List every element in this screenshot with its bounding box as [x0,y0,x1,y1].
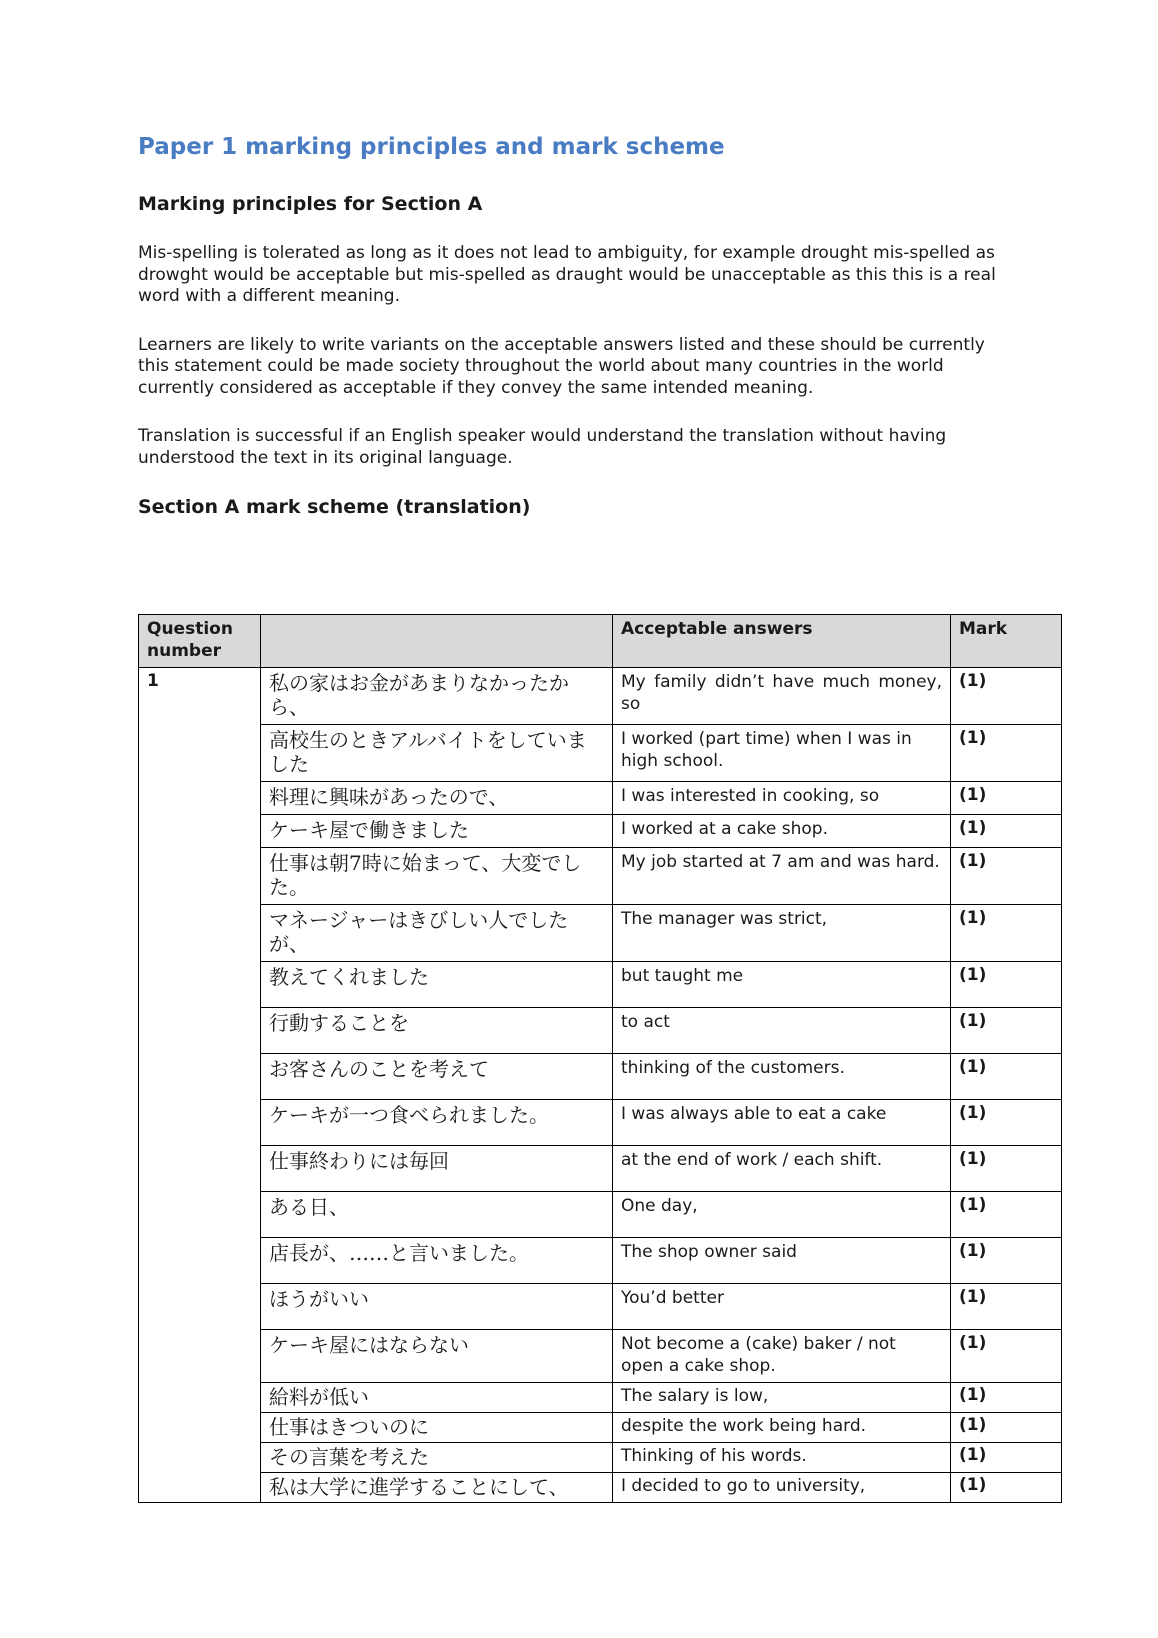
japanese-source-cell: 教えてくれました [261,962,613,1008]
mark-cell: (1) [951,1100,1062,1146]
english-answer-cell: I worked at a cake shop. [613,815,951,848]
table-row [139,1443,1062,1473]
english-answer-cell: Thinking of his words. [613,1443,951,1473]
header-mark: Mark [951,615,1062,668]
table-row [139,815,1062,848]
mark-cell: (1) [951,668,1062,725]
japanese-source-cell: 行動することを [261,1008,613,1054]
paragraph-misspelling: Mis-spelling is tolerated as long as it does not lead to ambiguity, for example drought mis-spelled as drowght would be acceptable but mis-spelled as draught would be unacceptable as this this is a real word with a different meaning. [138,243,996,307]
header-source-phrase [261,615,613,668]
japanese-source-cell: ケーキ屋で働きました [261,815,613,848]
table-row [139,668,1062,725]
mark-cell: (1) [951,1473,1062,1503]
japanese-source-cell: ケーキが一つ食べられました。 [261,1100,613,1146]
english-answer-cell: I decided to go to university, [613,1473,951,1503]
table-row [139,1413,1062,1443]
english-answer-cell: but taught me [613,962,951,1008]
question-number-cell: 1 [139,668,261,1503]
table-header-row [139,615,1062,668]
english-answer-cell: The manager was strict, [613,905,951,962]
table-row [139,1054,1062,1100]
japanese-source-cell: 仕事はきついのに [261,1413,613,1443]
header-acceptable-answers: Acceptable answers [613,615,951,668]
mark-cell: (1) [951,1192,1062,1238]
table-row [139,782,1062,815]
mark-cell: (1) [951,1008,1062,1054]
mark-cell: (1) [951,782,1062,815]
paragraph-translation: Translation is successful if an English speaker would understand the translation without having understood the text in its original language. [138,426,947,468]
english-answer-cell: I was interested in cooking, so [613,782,951,815]
table-row [139,1008,1062,1054]
japanese-source-cell: ある日、 [261,1192,613,1238]
japanese-source-cell: 私は大学に進学することにして、 [261,1473,613,1503]
table-row [139,905,1062,962]
table-row [139,725,1062,782]
mark-cell: (1) [951,848,1062,905]
mark-scheme-heading: Section A mark scheme (translation) [138,496,531,519]
english-answer-cell: My family didn’t have much money, so [613,668,951,725]
japanese-source-cell: ケーキ屋にはならない [261,1330,613,1383]
mark-cell: (1) [951,1413,1062,1443]
japanese-source-cell: ほうがいい [261,1284,613,1330]
english-answer-cell: at the end of work / each shift. [613,1146,951,1192]
mark-cell: (1) [951,1284,1062,1330]
english-answer-cell: to act [613,1008,951,1054]
english-answer-cell: One day, [613,1192,951,1238]
english-answer-cell: My job started at 7 am and was hard. [613,848,951,905]
japanese-source-cell: 私の家はお金があまりなかったから、 [261,668,613,725]
japanese-source-cell: マネージャーはきびしい人でしたが、 [261,905,613,962]
english-answer-cell: despite the work being hard. [613,1413,951,1443]
english-answer-cell: You’d better [613,1284,951,1330]
paragraph-variants: Learners are likely to write variants on the acceptable answers listed and these should be currently this statement could be made society throughout the world about many countries in the world currently considered as acceptable if they convey the same intended meaning. [138,334,985,398]
japanese-source-cell: 仕事は朝7時に始まって、大変でした。 [261,848,613,905]
english-answer-cell: I worked (part time) when I was in high school. [613,725,951,782]
english-answer-cell: The salary is low, [613,1383,951,1413]
mark-cell: (1) [951,1443,1062,1473]
table-row [139,1238,1062,1284]
japanese-source-cell: 給料が低い [261,1383,613,1413]
table-row [139,1100,1062,1146]
mark-cell: (1) [951,1330,1062,1383]
mark-cell: (1) [951,962,1062,1008]
japanese-source-cell: 店長が、……と言いました。 [261,1238,613,1284]
table-row [139,1383,1062,1413]
japanese-source-cell: その言葉を考えた [261,1443,613,1473]
mark-cell: (1) [951,1146,1062,1192]
mark-cell: (1) [951,1054,1062,1100]
mark-cell: (1) [951,1383,1062,1413]
english-answer-cell: Not become a (cake) baker / not open a cake shop. [613,1330,951,1383]
mark-cell: (1) [951,905,1062,962]
table-row [139,1146,1062,1192]
mark-cell: (1) [951,725,1062,782]
table-row [139,1192,1062,1238]
marking-principles-heading: Marking principles for Section A [138,193,483,216]
table-row [139,1473,1062,1503]
english-answer-cell: thinking of the customers. [613,1054,951,1100]
japanese-source-cell: 仕事終わりには毎回 [261,1146,613,1192]
header-question-number: Question number [139,615,261,668]
japanese-source-cell: お客さんのことを考えて [261,1054,613,1100]
table-row [139,962,1062,1008]
page-title: Paper 1 marking principles and mark scheme [138,134,725,160]
mark-cell: (1) [951,815,1062,848]
table-row [139,1284,1062,1330]
table-row [139,848,1062,905]
english-answer-cell: The shop owner said [613,1238,951,1284]
english-answer-cell: I was always able to eat a cake [613,1100,951,1146]
japanese-source-cell: 高校生のときアルバイトをしていました [261,725,613,782]
japanese-source-cell: 料理に興味があったので、 [261,782,613,815]
table-row [139,1330,1062,1383]
mark-cell: (1) [951,1238,1062,1284]
mark-scheme-table [138,614,1062,1503]
table-body [139,668,1062,1503]
